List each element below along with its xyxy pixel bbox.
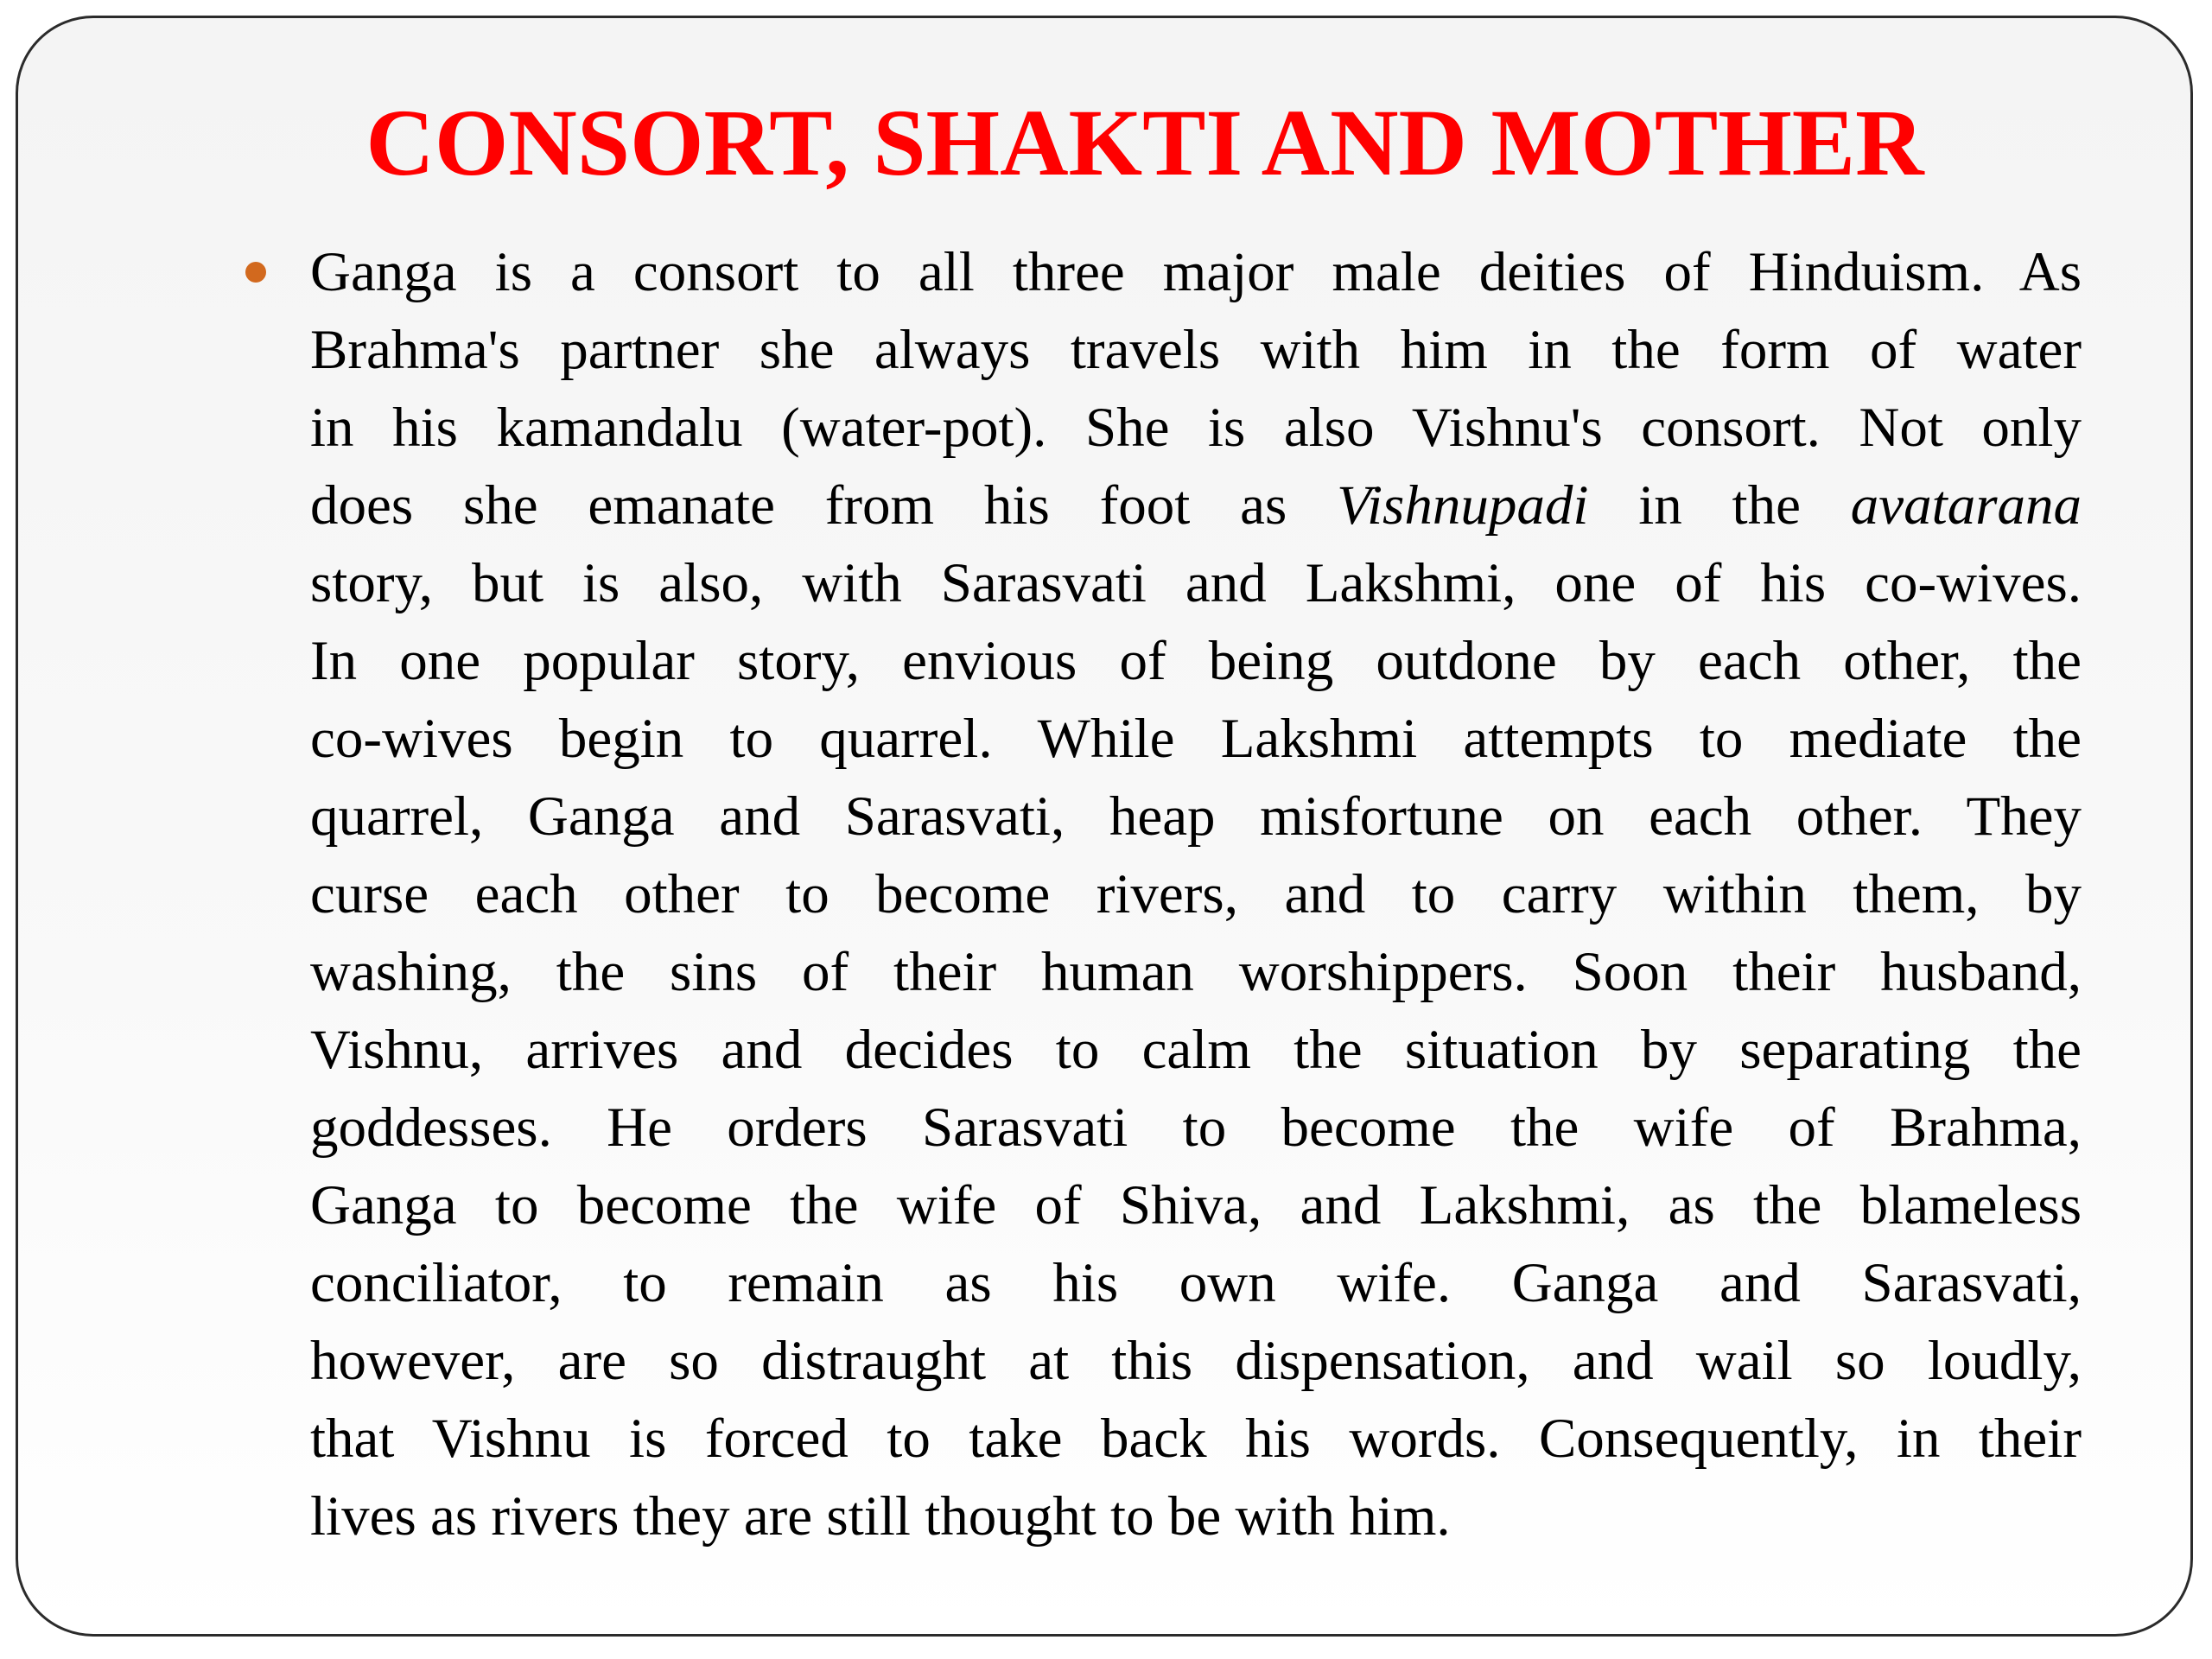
text-line: Ganga to become the wife of Shiva, and Lakshmi, as the blameless xyxy=(310,1174,2082,1236)
text-line: lives as rivers they are still thought to be with him. xyxy=(310,1485,1451,1548)
text-line: washing, the sins of their human worshippers. Soon their husband, xyxy=(310,941,2082,1003)
text-line: quarrel, Ganga and Sarasvati, heap misfortune on each other. They xyxy=(310,785,2082,848)
slide-title: CONSORT, SHAKTI AND MOTHER xyxy=(365,90,1924,195)
text-line: conciliator, to remain as his own wife. Ganga and Sarasvati, xyxy=(310,1252,2082,1314)
bullet-text xyxy=(310,233,2082,1555)
italic-term: Vishnupadi xyxy=(1337,474,1589,537)
italic-term: avatarana xyxy=(1850,474,2082,537)
text-line: Brahma's partner she always travels with him in the form of water xyxy=(310,319,2082,381)
text-line: however, are so distraught at this dispensation, and wail so loudly, xyxy=(310,1330,2082,1392)
text-line: in his kamandalu (water-pot). She is also Vishnu's consort. Not only xyxy=(310,397,2082,459)
text-line: curse each other to become rivers, and to carry within them, by xyxy=(310,863,2082,925)
text-line: goddesses. He orders Sarasvati to become the wife of Brahma, xyxy=(310,1096,2082,1159)
text-line: In one popular story, envious of being outdone by each other, the xyxy=(310,630,2082,692)
bullet-dot-icon xyxy=(245,262,266,283)
text-line: that Vishnu is forced to take back his words. Consequently, in their xyxy=(310,1408,2082,1470)
text-line: does she emanate from his foot as Vishnupadi in the avatarana xyxy=(310,474,2082,537)
text-line: co-wives begin to quarrel. While Lakshmi attempts to mediate the xyxy=(310,708,2082,770)
text-line: Ganga is a consort to all three major male deities of Hinduism. As xyxy=(310,241,2082,303)
text-line: Vishnu, arrives and decides to calm the situation by separating the xyxy=(310,1019,2082,1081)
text-line: story, but is also, with Sarasvati and Lakshmi, one of his co-wives. xyxy=(310,552,2082,614)
